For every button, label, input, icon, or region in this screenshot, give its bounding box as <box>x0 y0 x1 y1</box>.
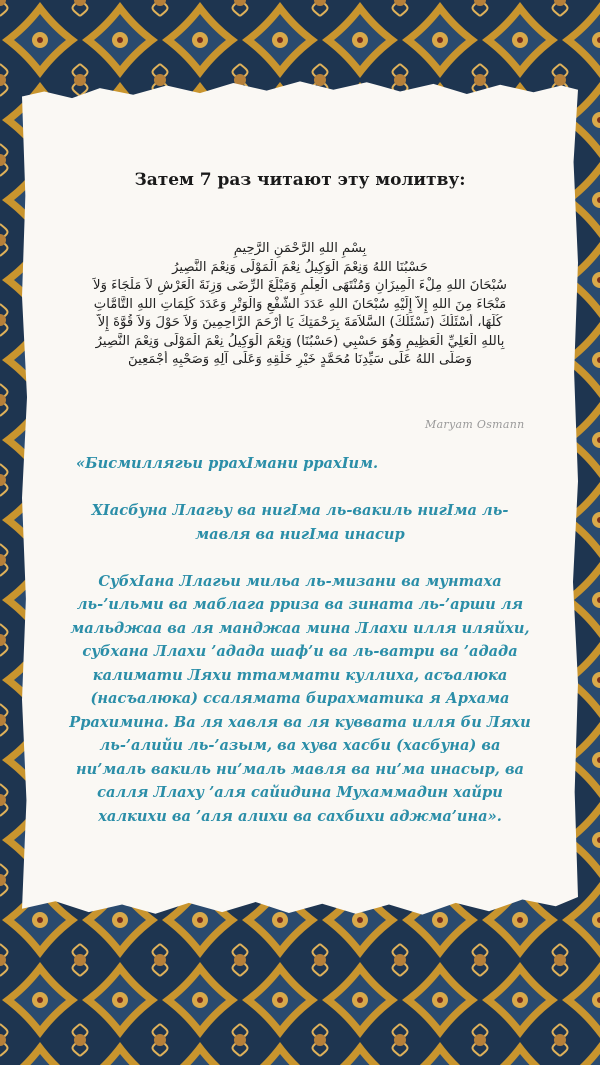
arabic-line: بِاللهِ الْعَلِيِّ الْعَظِيمِ وَهُوَ حَسْبِي (حَسْبُنَا) وَنِعْمَ الْوَكِيلُ نِعْمَ الْمَوْلَى وَنِعْمَ النَّصِيرُ <box>95 333 505 349</box>
transliteration-paragraph: ХIасбуна Ллагьу ва нигIма ль-вакиль нигIма ль-мавля ва нигIма инасир <box>91 502 509 543</box>
arabic-line: كُلِّهَا، أَسْئَلُكَ (نَسْئَلُكَ) السَّلاَمَةَ بِرَحْمَتِكَ يَا أَرْحَمَ الرَّاحِمِينَ وَلاَ حَوْلَ وَلاَ قُوَّةَ إِلاَّ <box>97 315 503 330</box>
transliteration-text <box>68 452 532 852</box>
transliteration-paragraph: СубхIана Ллагьи мильа ль-мизани ва мунтаха ль-’ильми ва маблага рриза ва зината ль-’арши ля мальджаа ва ля манджаа мина Ллахи илля иляйхи, субхана Ллахи ’адада шаф’и ва ль-ватри ва ’адада калимати Ляхи ттаммати куллиха, асъалюка (насъалюка) ссалямата бирахматика я Архама Ррахимина. Ва ля хавля ва ля куввата илля би Ляхи ль-’алийи ль-’азым, ва хува хасби (хасбуна) ва ни’маль вакиль ни’маль мавля ва ни’ма инасыр, ва салля Ллаху ’аля сайидина Мухаммадин хайри халкихи ва ’аля алихи ва сахбихи аджма’ина». <box>69 572 531 825</box>
arabic-line: وَصَلَّى اللهُ عَلَى سَيِّدِنَا مُحَمَّدٍ خَيْرِ خَلْقِهِ وَعَلَى آلِهِ وَصَحْبِهِ أَجْمَعِينَ <box>128 352 472 367</box>
arabic-line: مَنْجَاءَ مِنَ اللهِ إِلاَّ إِلَيْهِ سُبْحَانَ اللهِ عَدَدَ الشَّفْعِ وَالْوَتْرِ وَعَدَدَ كَلِمَاتِ اللهِ التَّامَّاتِ <box>93 296 507 312</box>
transliteration-paragraph: «Бисмиллягьи ррахIмани ррахIим. <box>76 455 379 472</box>
page-title: Затем 7 раз читают эту молитву: <box>134 170 466 190</box>
arabic-line: حَسْبُنَا اللهُ وَنِعْمَ الْوَكِيلُ نِعْمَ الْمَوْلَى وَنِعْمَ النَّصِيرُ <box>172 259 428 275</box>
arabic-line: سُبْحَانَ اللهِ مِلْءَ الْمِيزَانِ وَمُنْتَهَى الْعِلْمِ وَمَبْلَغَ الرِّضَى وَزِنَةَ الْعَرْشِ لاَ مَلْجَاءَ وَلاَ <box>93 278 507 293</box>
arabic-line: بِسْمِ اللهِ الرَّحْمَنِ الرَّحِيمِ <box>233 241 367 256</box>
arabic-prayer-text <box>62 240 538 370</box>
author-signature: Maryam Osmann <box>425 418 525 431</box>
